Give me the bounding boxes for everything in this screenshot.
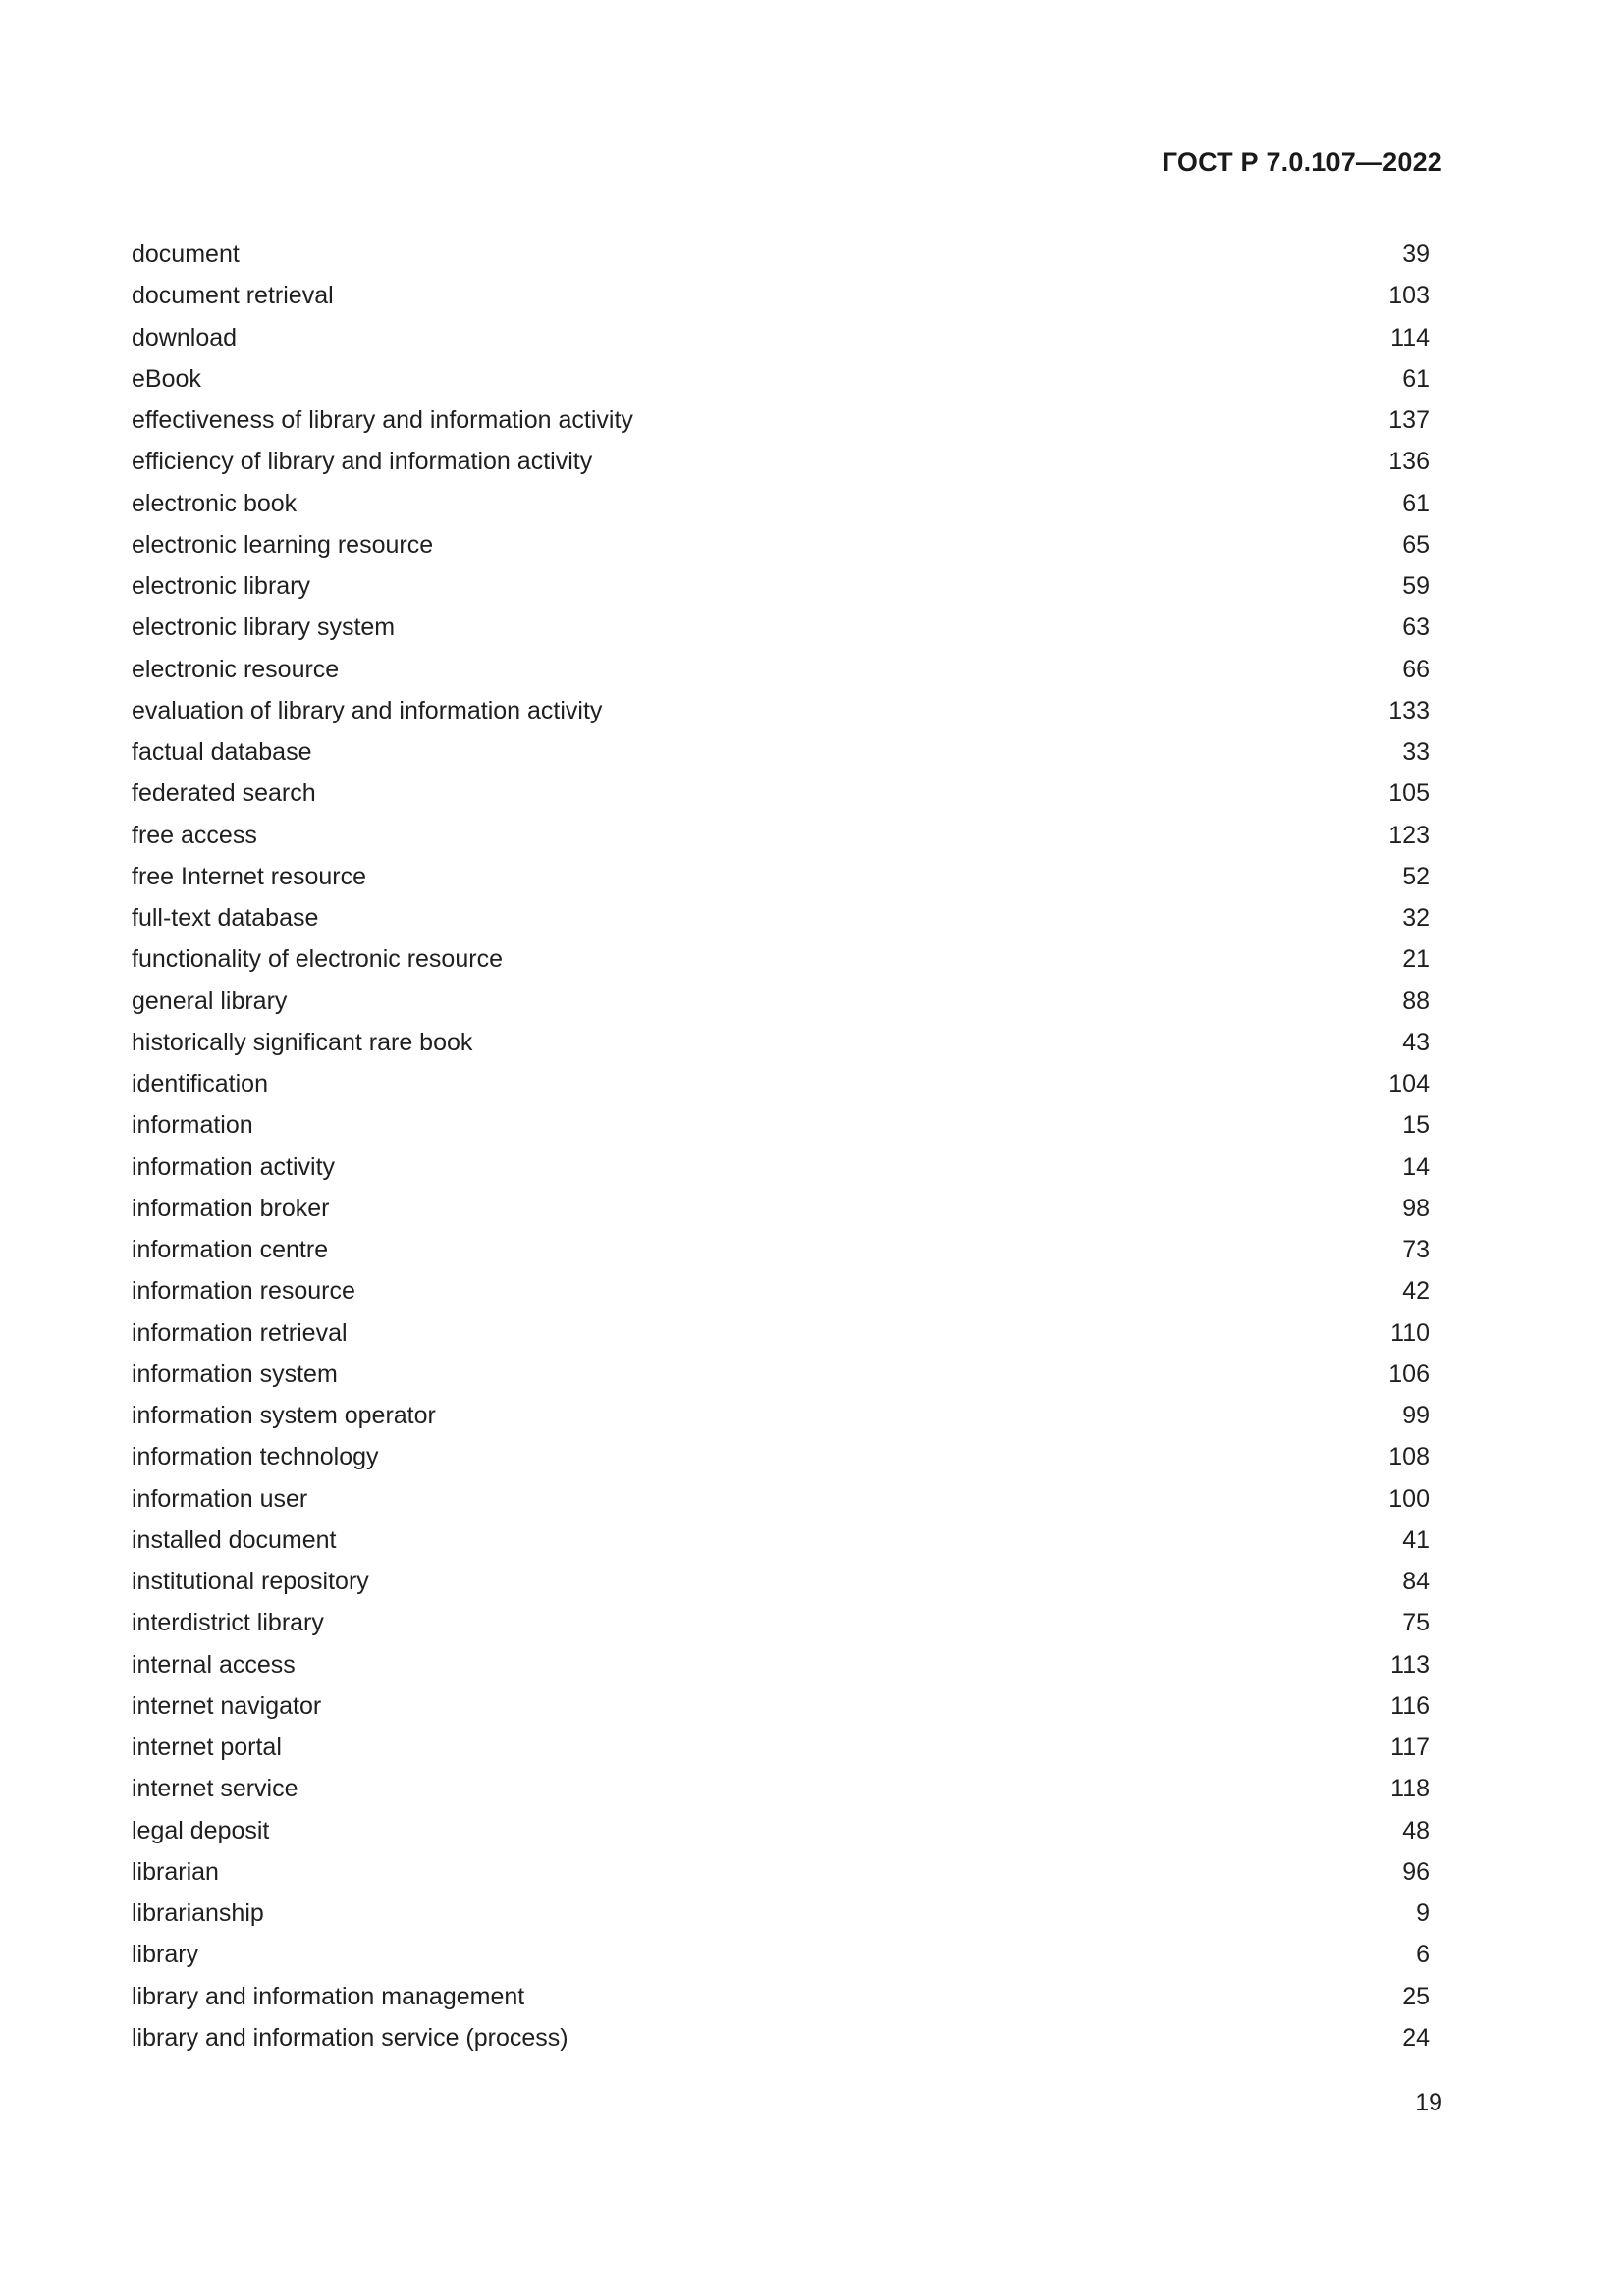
index-row	[132, 1814, 1430, 1855]
index-term: library and information management	[132, 1982, 525, 2010]
index-term-number: 61	[1402, 364, 1430, 393]
index-row	[132, 2021, 1430, 2062]
index-term: factual database	[132, 738, 312, 766]
index-term-number: 110	[1390, 1318, 1430, 1347]
index-row	[132, 445, 1430, 486]
index-term: general library	[132, 987, 288, 1015]
index-term: legal deposit	[132, 1816, 270, 1844]
index-row	[132, 942, 1430, 984]
index-term-number: 15	[1402, 1111, 1430, 1140]
index-term: effectiveness of library and information activity	[132, 406, 633, 434]
index-row	[132, 611, 1430, 652]
index-term-number: 14	[1402, 1152, 1430, 1181]
index-row	[132, 321, 1430, 362]
index-term: internal access	[132, 1650, 296, 1679]
index-term-number: 48	[1402, 1816, 1430, 1844]
index-row	[132, 1399, 1430, 1440]
index-term-number: 21	[1402, 945, 1430, 974]
index-row	[132, 1565, 1430, 1606]
index-term: internet service	[132, 1775, 298, 1803]
index-term: information system operator	[132, 1402, 436, 1429]
index-row	[132, 1233, 1430, 1274]
index-row	[132, 1772, 1430, 1813]
index-term: document	[132, 240, 240, 268]
index-term-number: 84	[1402, 1568, 1430, 1595]
index-term: functionality of electronic resource	[132, 945, 503, 974]
page-number: 19	[1415, 2089, 1442, 2116]
index-term-number: 123	[1388, 821, 1430, 849]
index-term-number: 9	[1416, 1899, 1430, 1927]
index-term-number: 117	[1390, 1734, 1430, 1761]
index-row	[132, 819, 1430, 860]
index-term: electronic library	[132, 572, 311, 600]
index-row	[132, 1440, 1430, 1481]
index-term: evaluation of library and information activity	[132, 696, 603, 724]
term-index-list	[132, 238, 1430, 2062]
index-term-number: 100	[1388, 1484, 1430, 1513]
index-term-number: 65	[1402, 530, 1430, 559]
index-term: download	[132, 323, 238, 351]
index-term-number: 103	[1388, 282, 1430, 310]
document-code-header: ГОСТ Р 7.0.107—2022	[1162, 147, 1442, 177]
index-term-number: 32	[1402, 904, 1430, 932]
index-row	[132, 1980, 1430, 2021]
index-row	[132, 776, 1430, 818]
index-term-number: 24	[1402, 2023, 1430, 2052]
index-term-number: 98	[1402, 1194, 1430, 1222]
index-term: library and information service (process)	[132, 2023, 568, 2052]
index-term: installed document	[132, 1525, 337, 1554]
index-term: library	[132, 1941, 199, 1969]
index-term-number: 66	[1402, 655, 1430, 683]
index-term-number: 25	[1402, 1982, 1430, 2010]
index-term-number: 88	[1402, 987, 1430, 1015]
index-row	[132, 362, 1430, 403]
index-row	[132, 1938, 1430, 1979]
index-row	[132, 1358, 1430, 1399]
index-term: information technology	[132, 1443, 379, 1471]
index-term: information broker	[132, 1194, 330, 1222]
index-term: information resource	[132, 1277, 355, 1306]
index-term: information user	[132, 1484, 308, 1513]
index-row	[132, 1855, 1430, 1896]
index-row	[132, 528, 1430, 569]
index-term-number: 52	[1402, 862, 1430, 890]
index-term-number: 105	[1388, 779, 1430, 808]
index-term-number: 113	[1390, 1650, 1430, 1679]
index-term: institutional repository	[132, 1568, 369, 1595]
index-term: federated search	[132, 779, 316, 808]
index-term-number: 96	[1402, 1857, 1430, 1886]
index-row	[132, 279, 1430, 320]
index-term: identification	[132, 1070, 268, 1097]
index-term: librarianship	[132, 1899, 264, 1927]
index-row	[132, 860, 1430, 901]
index-row	[132, 569, 1430, 611]
index-term: historically significant rare book	[132, 1028, 473, 1056]
index-term: document retrieval	[132, 282, 334, 310]
index-row	[132, 1108, 1430, 1149]
index-term-number: 41	[1402, 1525, 1430, 1554]
index-term-number: 61	[1402, 489, 1430, 517]
index-row	[132, 653, 1430, 694]
index-term: eBook	[132, 364, 201, 393]
index-term: free Internet resource	[132, 862, 367, 890]
index-row	[132, 1316, 1430, 1358]
index-row	[132, 1896, 1430, 1938]
index-row	[132, 238, 1430, 279]
index-term-number: 6	[1416, 1941, 1430, 1969]
index-term-number: 108	[1388, 1443, 1430, 1471]
index-term: librarian	[132, 1857, 219, 1886]
index-term: information centre	[132, 1236, 329, 1263]
index-row	[132, 1067, 1430, 1108]
index-term-number: 43	[1402, 1028, 1430, 1056]
index-term-number: 63	[1402, 614, 1430, 642]
index-term-number: 116	[1390, 1691, 1430, 1720]
index-row	[132, 1731, 1430, 1772]
index-term: free access	[132, 821, 257, 849]
index-term: information retrieval	[132, 1318, 348, 1347]
index-term: electronic learning resource	[132, 530, 434, 559]
index-term-number: 73	[1402, 1236, 1430, 1263]
index-term-number: 59	[1402, 572, 1430, 600]
index-term-number: 99	[1402, 1402, 1430, 1429]
index-row	[132, 901, 1430, 942]
index-row	[132, 1523, 1430, 1565]
index-row	[132, 694, 1430, 735]
index-term: full-text database	[132, 904, 319, 932]
index-term-number: 75	[1402, 1609, 1430, 1637]
index-term: efficiency of library and information activity	[132, 448, 593, 476]
index-term-number: 42	[1402, 1277, 1430, 1306]
index-row	[132, 1274, 1430, 1315]
index-term-number: 133	[1388, 696, 1430, 724]
index-term: electronic book	[132, 489, 298, 517]
index-term-number: 39	[1402, 240, 1430, 268]
index-term: electronic library system	[132, 614, 396, 642]
index-term-number: 137	[1388, 406, 1430, 434]
index-term: internet navigator	[132, 1691, 322, 1720]
index-row	[132, 1648, 1430, 1689]
index-row	[132, 487, 1430, 528]
index-term-number: 118	[1390, 1775, 1430, 1803]
index-row	[132, 1606, 1430, 1647]
index-row	[132, 1150, 1430, 1192]
index-term-number: 136	[1388, 448, 1430, 476]
index-row	[132, 985, 1430, 1026]
index-row	[132, 403, 1430, 445]
index-term-number: 104	[1388, 1070, 1430, 1097]
index-term-number: 114	[1390, 323, 1430, 351]
index-term: internet portal	[132, 1734, 282, 1761]
index-term: information activity	[132, 1152, 336, 1181]
index-row	[132, 1482, 1430, 1523]
index-row	[132, 1689, 1430, 1731]
index-row	[132, 1026, 1430, 1067]
index-term-number: 106	[1388, 1360, 1430, 1388]
index-term: interdistrict library	[132, 1609, 324, 1637]
index-term: information system	[132, 1360, 338, 1388]
index-term: information	[132, 1111, 253, 1140]
index-row	[132, 1192, 1430, 1233]
index-term-number: 33	[1402, 738, 1430, 766]
index-row	[132, 735, 1430, 776]
index-term: electronic resource	[132, 655, 340, 683]
